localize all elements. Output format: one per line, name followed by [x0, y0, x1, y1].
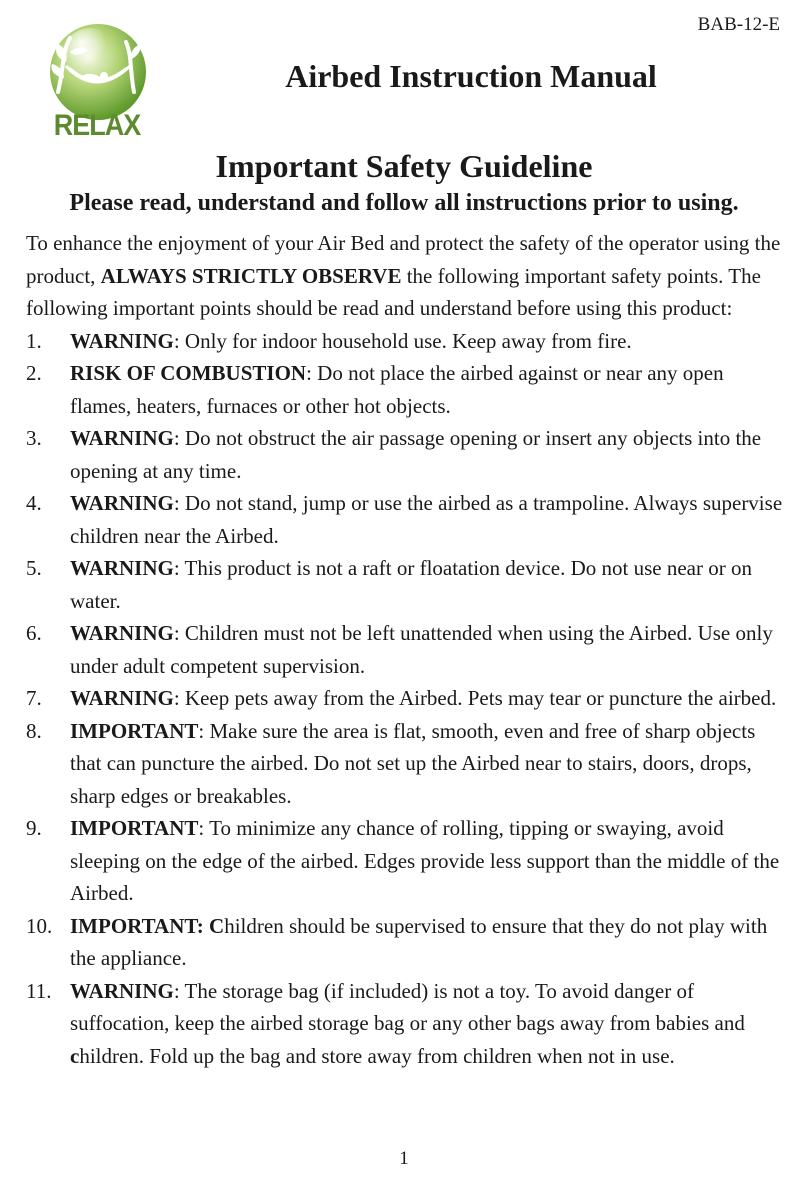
- item-label: WARNING: [70, 978, 174, 1003]
- item-description: : Only for indoor household use. Keep away from fire.: [173, 328, 632, 353]
- item-text: [70, 682, 786, 715]
- item-description: : This product is not a raft or floatation device. Do not use near or on water.: [70, 556, 752, 613]
- intro-text-end: the following important safety points. The following important points should be read and understand before using this product:: [26, 263, 761, 320]
- item-description: : Children must not be left unattended when using the Airbed. Use only under adult competent supervision.: [70, 621, 773, 678]
- safety-item-3: [26, 422, 786, 487]
- item-description: : Keep pets away from the Airbed. Pets may tear or puncture the airbed.: [173, 686, 777, 710]
- safety-item-2: [26, 357, 786, 422]
- item-description: hildren should be supervised to ensure that they do not play with the appliance.: [70, 913, 768, 970]
- item-description: : Do not place the airbed against or near any open flames, heaters, furnaces or other hot objects.: [70, 361, 724, 418]
- safety-list: [26, 325, 786, 1073]
- relax-logo: [36, 22, 158, 144]
- item-label: IMPORTANT: [70, 816, 199, 840]
- item-text: [70, 325, 786, 358]
- manual-title: Airbed Instruction Manual: [285, 58, 657, 94]
- item-description: : To minimize any chance of rolling, tipping or swaying, avoid sleeping on the edge of the airbed. Edges provide less support than the middle of the Airbed.: [70, 816, 780, 905]
- safety-item-10: [26, 910, 786, 975]
- item-text: [70, 357, 786, 422]
- logo-text: RELAX: [53, 108, 141, 142]
- safety-content: [26, 227, 786, 1072]
- item-text: [70, 715, 786, 813]
- item-description: : The storage bag (if included) is not a toy. To avoid danger of suffocation, keep the airbed storage bag or any other bags away from babies and: [70, 978, 745, 1035]
- item-number: 4.: [26, 491, 42, 515]
- item-description: : Make sure the area is flat, smooth, even and free of sharp objects that can puncture the airbed. Do not set up the Airbed near to stairs, doors, drops, sharp edges or breakables.: [70, 718, 756, 808]
- item-label: RISK OF COMBUSTION: [70, 361, 307, 385]
- item-description-end: hildren. Fold up the bag and store away from children when not in use.: [79, 1043, 675, 1068]
- document-code: BAB-12-E: [697, 14, 780, 35]
- item-bold-letter: c: [70, 1043, 80, 1068]
- item-text: [70, 617, 786, 682]
- intro-emphasis: ALWAYS STRICTLY OBSERVE: [100, 263, 402, 288]
- item-label: WARNING: [70, 686, 174, 710]
- item-number: 1.: [26, 328, 42, 353]
- item-label: WARNING: [70, 491, 174, 515]
- item-number: 8.: [26, 718, 42, 743]
- item-description: : Do not stand, jump or use the airbed as a trampoline. Always supervise children near the Airbed.: [70, 491, 783, 548]
- item-label: IMPORTANT: C: [70, 913, 225, 938]
- item-label: WARNING: [70, 621, 174, 645]
- item-label: IMPORTANT: [70, 718, 199, 743]
- safety-item-5: [26, 552, 786, 617]
- intro-paragraph: [26, 227, 786, 325]
- item-text: [70, 975, 786, 1073]
- item-text: [70, 552, 786, 617]
- item-text: [70, 487, 786, 552]
- item-number: 2.: [26, 361, 42, 385]
- item-number: 5.: [26, 556, 42, 580]
- item-description: : Do not obstruct the air passage opening or insert any objects into the opening at any time.: [70, 426, 762, 483]
- item-text: [70, 812, 786, 910]
- item-number: 3.: [26, 426, 42, 450]
- intro-text-start: To enhance the enjoyment of your Air Bed and protect the safety of the operator using the product,: [26, 231, 781, 288]
- item-label: WARNING: [70, 556, 174, 580]
- safety-item-7: [26, 682, 786, 715]
- safety-item-6: [26, 617, 786, 682]
- item-number: 6.: [26, 621, 42, 645]
- safety-item-9: [26, 812, 786, 910]
- item-number: 11.: [26, 978, 52, 1003]
- item-number: 7.: [26, 686, 42, 710]
- safety-item-4: [26, 487, 786, 552]
- item-label: WARNING: [70, 426, 174, 450]
- section-title: Important Safety Guideline: [215, 148, 593, 184]
- safety-item-1: [26, 325, 786, 358]
- read-instruction: Please read, understand and follow all instructions prior to using.: [69, 190, 739, 216]
- item-number: 9.: [26, 816, 42, 840]
- page-number: 1: [399, 1148, 409, 1169]
- item-number: 10.: [26, 913, 53, 938]
- item-label: WARNING: [70, 328, 174, 353]
- safety-item-8: [26, 715, 786, 813]
- safety-item-11: [26, 975, 786, 1073]
- item-text: [70, 422, 786, 487]
- item-text: [70, 910, 786, 975]
